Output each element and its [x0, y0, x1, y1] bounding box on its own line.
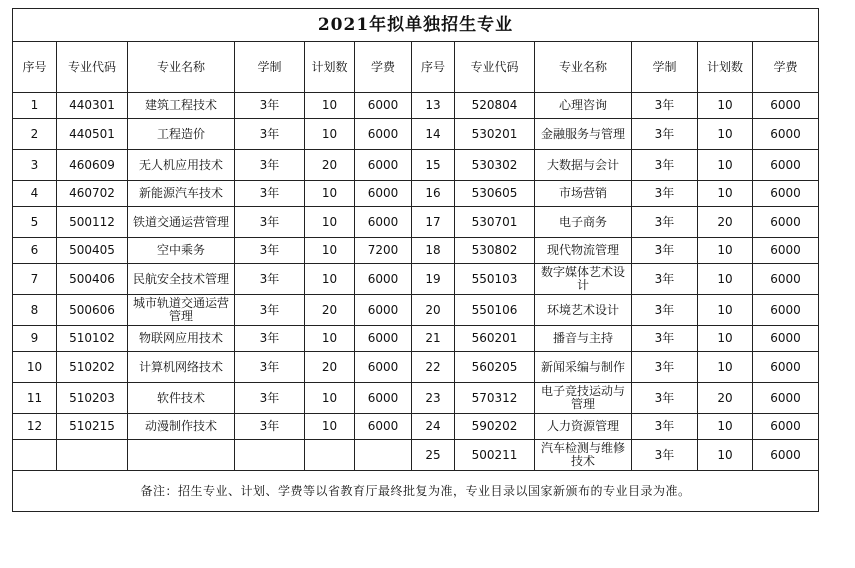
cell-left-years: 3年: [235, 119, 305, 150]
table-row: [13, 264, 819, 295]
cell-left-plan: 20: [305, 352, 355, 383]
cell-left-no: 6: [13, 238, 57, 264]
cell-left-fee: 6000: [355, 207, 412, 238]
cell-left-code: 440501: [57, 119, 128, 150]
cell-right-plan: 10: [698, 238, 753, 264]
cell-right-years: 3年: [632, 93, 698, 119]
cell-left-code: 460702: [57, 181, 128, 207]
table-row: [13, 150, 819, 181]
cell-right-name: 电子商务: [535, 207, 632, 238]
cell-left-years: 3年: [235, 150, 305, 181]
cell-right-years: 3年: [632, 414, 698, 440]
table-row: [13, 352, 819, 383]
cell-right-years: 3年: [632, 207, 698, 238]
cell-right-no: 15: [412, 150, 455, 181]
header-fee: 学费: [355, 42, 412, 93]
cell-right-name: 大数据与会计: [535, 150, 632, 181]
table-row: [13, 119, 819, 150]
cell-left-code: 500405: [57, 238, 128, 264]
header-plan: 计划数: [305, 42, 355, 93]
cell-left-years: 3年: [235, 295, 305, 326]
cell-left-code: 500606: [57, 295, 128, 326]
cell-left-name: [128, 440, 235, 471]
cell-left-plan: [305, 440, 355, 471]
cell-right-plan: 20: [698, 207, 753, 238]
cell-right-name: 现代物流管理: [535, 238, 632, 264]
cell-right-no: 17: [412, 207, 455, 238]
table-row: [13, 295, 819, 326]
cell-left-years: 3年: [235, 414, 305, 440]
cell-right-code: 530802: [455, 238, 535, 264]
cell-left-years: 3年: [235, 93, 305, 119]
cell-right-fee: 6000: [753, 238, 819, 264]
cell-left-years: 3年: [235, 352, 305, 383]
cell-left-fee: 6000: [355, 352, 412, 383]
cell-left-name: 新能源汽车技术: [128, 181, 235, 207]
cell-left-no: 10: [13, 352, 57, 383]
cell-right-code: 570312: [455, 383, 535, 414]
cell-right-code: 530201: [455, 119, 535, 150]
cell-right-no: 16: [412, 181, 455, 207]
cell-right-plan: 20: [698, 383, 753, 414]
cell-left-no: 8: [13, 295, 57, 326]
cell-left-fee: 6000: [355, 414, 412, 440]
header-no: 序号: [13, 42, 57, 93]
cell-left-plan: 10: [305, 264, 355, 295]
cell-right-no: 24: [412, 414, 455, 440]
cell-right-plan: 10: [698, 326, 753, 352]
cell-left-plan: 10: [305, 383, 355, 414]
cell-left-no: 12: [13, 414, 57, 440]
cell-left-fee: 6000: [355, 383, 412, 414]
table-body: [13, 93, 819, 471]
cell-left-no: 11: [13, 383, 57, 414]
cell-right-name: 人力资源管理: [535, 414, 632, 440]
header-no: 序号: [412, 42, 455, 93]
cell-right-no: 23: [412, 383, 455, 414]
cell-right-code: 590202: [455, 414, 535, 440]
cell-left-no: 9: [13, 326, 57, 352]
cell-right-fee: 6000: [753, 119, 819, 150]
cell-left-fee: [355, 440, 412, 471]
cell-right-no: 25: [412, 440, 455, 471]
cell-left-code: 460609: [57, 150, 128, 181]
cell-right-fee: 6000: [753, 352, 819, 383]
cell-left-years: 3年: [235, 207, 305, 238]
cell-left-plan: 10: [305, 326, 355, 352]
cell-right-plan: 10: [698, 414, 753, 440]
enrollment-table-frame: [12, 8, 818, 558]
cell-left-plan: 10: [305, 119, 355, 150]
cell-left-no: [13, 440, 57, 471]
cell-left-name: 无人机应用技术: [128, 150, 235, 181]
cell-right-plan: 10: [698, 150, 753, 181]
enrollment-table: [12, 8, 819, 512]
cell-right-no: 20: [412, 295, 455, 326]
cell-right-fee: 6000: [753, 440, 819, 471]
cell-left-name: 民航安全技术管理: [128, 264, 235, 295]
table-row: [13, 440, 819, 471]
cell-left-code: [57, 440, 128, 471]
cell-left-plan: 20: [305, 150, 355, 181]
cell-right-years: 3年: [632, 326, 698, 352]
cell-right-years: 3年: [632, 264, 698, 295]
cell-right-code: 550103: [455, 264, 535, 295]
table-row: [13, 181, 819, 207]
cell-left-name: 空中乘务: [128, 238, 235, 264]
cell-right-code: 500211: [455, 440, 535, 471]
cell-left-no: 3: [13, 150, 57, 181]
cell-left-no: 4: [13, 181, 57, 207]
cell-left-no: 5: [13, 207, 57, 238]
cell-left-name: 软件技术: [128, 383, 235, 414]
cell-right-no: 18: [412, 238, 455, 264]
cell-right-years: 3年: [632, 181, 698, 207]
footnote: 备注：招生专业、计划、学费等以省教育厅最终批复为准，专业目录以国家新颁布的专业目录为准。: [13, 471, 819, 512]
cell-left-fee: 6000: [355, 295, 412, 326]
cell-left-years: 3年: [235, 238, 305, 264]
cell-right-years: 3年: [632, 295, 698, 326]
cell-right-plan: 10: [698, 440, 753, 471]
table-row: [13, 93, 819, 119]
header-fee: 学费: [753, 42, 819, 93]
cell-right-name: 市场营销: [535, 181, 632, 207]
cell-right-code: 530605: [455, 181, 535, 207]
cell-left-no: 2: [13, 119, 57, 150]
cell-left-name: 建筑工程技术: [128, 93, 235, 119]
cell-right-name: 数字媒体艺术设计: [535, 264, 632, 295]
cell-right-fee: 6000: [753, 150, 819, 181]
header-row: [13, 42, 819, 93]
table-row: [13, 383, 819, 414]
cell-right-code: 530701: [455, 207, 535, 238]
header-plan: 计划数: [698, 42, 753, 93]
header-name: 专业名称: [128, 42, 235, 93]
cell-left-name: 动漫制作技术: [128, 414, 235, 440]
cell-left-name: 计算机网络技术: [128, 352, 235, 383]
cell-right-fee: 6000: [753, 326, 819, 352]
cell-right-plan: 10: [698, 352, 753, 383]
cell-right-plan: 10: [698, 119, 753, 150]
cell-left-code: 500112: [57, 207, 128, 238]
cell-right-no: 13: [412, 93, 455, 119]
cell-right-plan: 10: [698, 295, 753, 326]
cell-left-years: 3年: [235, 264, 305, 295]
cell-left-fee: 6000: [355, 119, 412, 150]
cell-right-no: 22: [412, 352, 455, 383]
cell-right-plan: 10: [698, 181, 753, 207]
cell-left-plan: 10: [305, 238, 355, 264]
header-name: 专业名称: [535, 42, 632, 93]
cell-left-plan: 10: [305, 93, 355, 119]
cell-right-code: 560205: [455, 352, 535, 383]
cell-left-code: 510202: [57, 352, 128, 383]
cell-right-fee: 6000: [753, 93, 819, 119]
cell-left-fee: 6000: [355, 264, 412, 295]
cell-right-name: 金融服务与管理: [535, 119, 632, 150]
table-title: 2021年拟单独招生专业: [13, 9, 819, 42]
cell-right-plan: 10: [698, 264, 753, 295]
cell-left-no: 7: [13, 264, 57, 295]
cell-right-code: 550106: [455, 295, 535, 326]
cell-right-fee: 6000: [753, 207, 819, 238]
cell-right-no: 21: [412, 326, 455, 352]
cell-right-fee: 6000: [753, 181, 819, 207]
cell-left-no: 1: [13, 93, 57, 119]
cell-right-code: 530302: [455, 150, 535, 181]
cell-left-fee: 7200: [355, 238, 412, 264]
cell-left-plan: 10: [305, 207, 355, 238]
cell-left-years: 3年: [235, 383, 305, 414]
cell-right-years: 3年: [632, 440, 698, 471]
cell-right-no: 14: [412, 119, 455, 150]
cell-right-code: 520804: [455, 93, 535, 119]
header-years: 学制: [632, 42, 698, 93]
cell-left-years: 3年: [235, 181, 305, 207]
table-row: [13, 238, 819, 264]
cell-left-name: 城市轨道交通运营管理: [128, 295, 235, 326]
cell-left-fee: 6000: [355, 326, 412, 352]
cell-left-name: 铁道交通运营管理: [128, 207, 235, 238]
cell-left-plan: 10: [305, 414, 355, 440]
header-years: 学制: [235, 42, 305, 93]
cell-left-years: [235, 440, 305, 471]
table-row: [13, 326, 819, 352]
cell-left-code: 440301: [57, 93, 128, 119]
cell-left-fee: 6000: [355, 150, 412, 181]
cell-left-code: 500406: [57, 264, 128, 295]
cell-right-name: 心理咨询: [535, 93, 632, 119]
cell-left-name: 工程造价: [128, 119, 235, 150]
header-code: 专业代码: [57, 42, 128, 93]
cell-right-fee: 6000: [753, 264, 819, 295]
cell-right-name: 新闻采编与制作: [535, 352, 632, 383]
cell-right-years: 3年: [632, 119, 698, 150]
cell-right-name: 环境艺术设计: [535, 295, 632, 326]
cell-right-fee: 6000: [753, 414, 819, 440]
cell-left-code: 510203: [57, 383, 128, 414]
cell-right-code: 560201: [455, 326, 535, 352]
header-code: 专业代码: [455, 42, 535, 93]
cell-right-no: 19: [412, 264, 455, 295]
cell-right-plan: 10: [698, 93, 753, 119]
cell-right-fee: 6000: [753, 383, 819, 414]
cell-left-plan: 10: [305, 181, 355, 207]
table-row: [13, 414, 819, 440]
cell-right-years: 3年: [632, 352, 698, 383]
cell-left-name: 物联网应用技术: [128, 326, 235, 352]
cell-left-code: 510215: [57, 414, 128, 440]
cell-right-years: 3年: [632, 238, 698, 264]
cell-right-years: 3年: [632, 150, 698, 181]
cell-left-fee: 6000: [355, 93, 412, 119]
cell-right-name: 汽车检测与维修技术: [535, 440, 632, 471]
cell-right-name: 播音与主持: [535, 326, 632, 352]
cell-right-name: 电子竞技运动与管理: [535, 383, 632, 414]
cell-left-plan: 20: [305, 295, 355, 326]
cell-left-years: 3年: [235, 326, 305, 352]
cell-left-fee: 6000: [355, 181, 412, 207]
cell-right-fee: 6000: [753, 295, 819, 326]
table-row: [13, 207, 819, 238]
cell-left-code: 510102: [57, 326, 128, 352]
cell-right-years: 3年: [632, 383, 698, 414]
